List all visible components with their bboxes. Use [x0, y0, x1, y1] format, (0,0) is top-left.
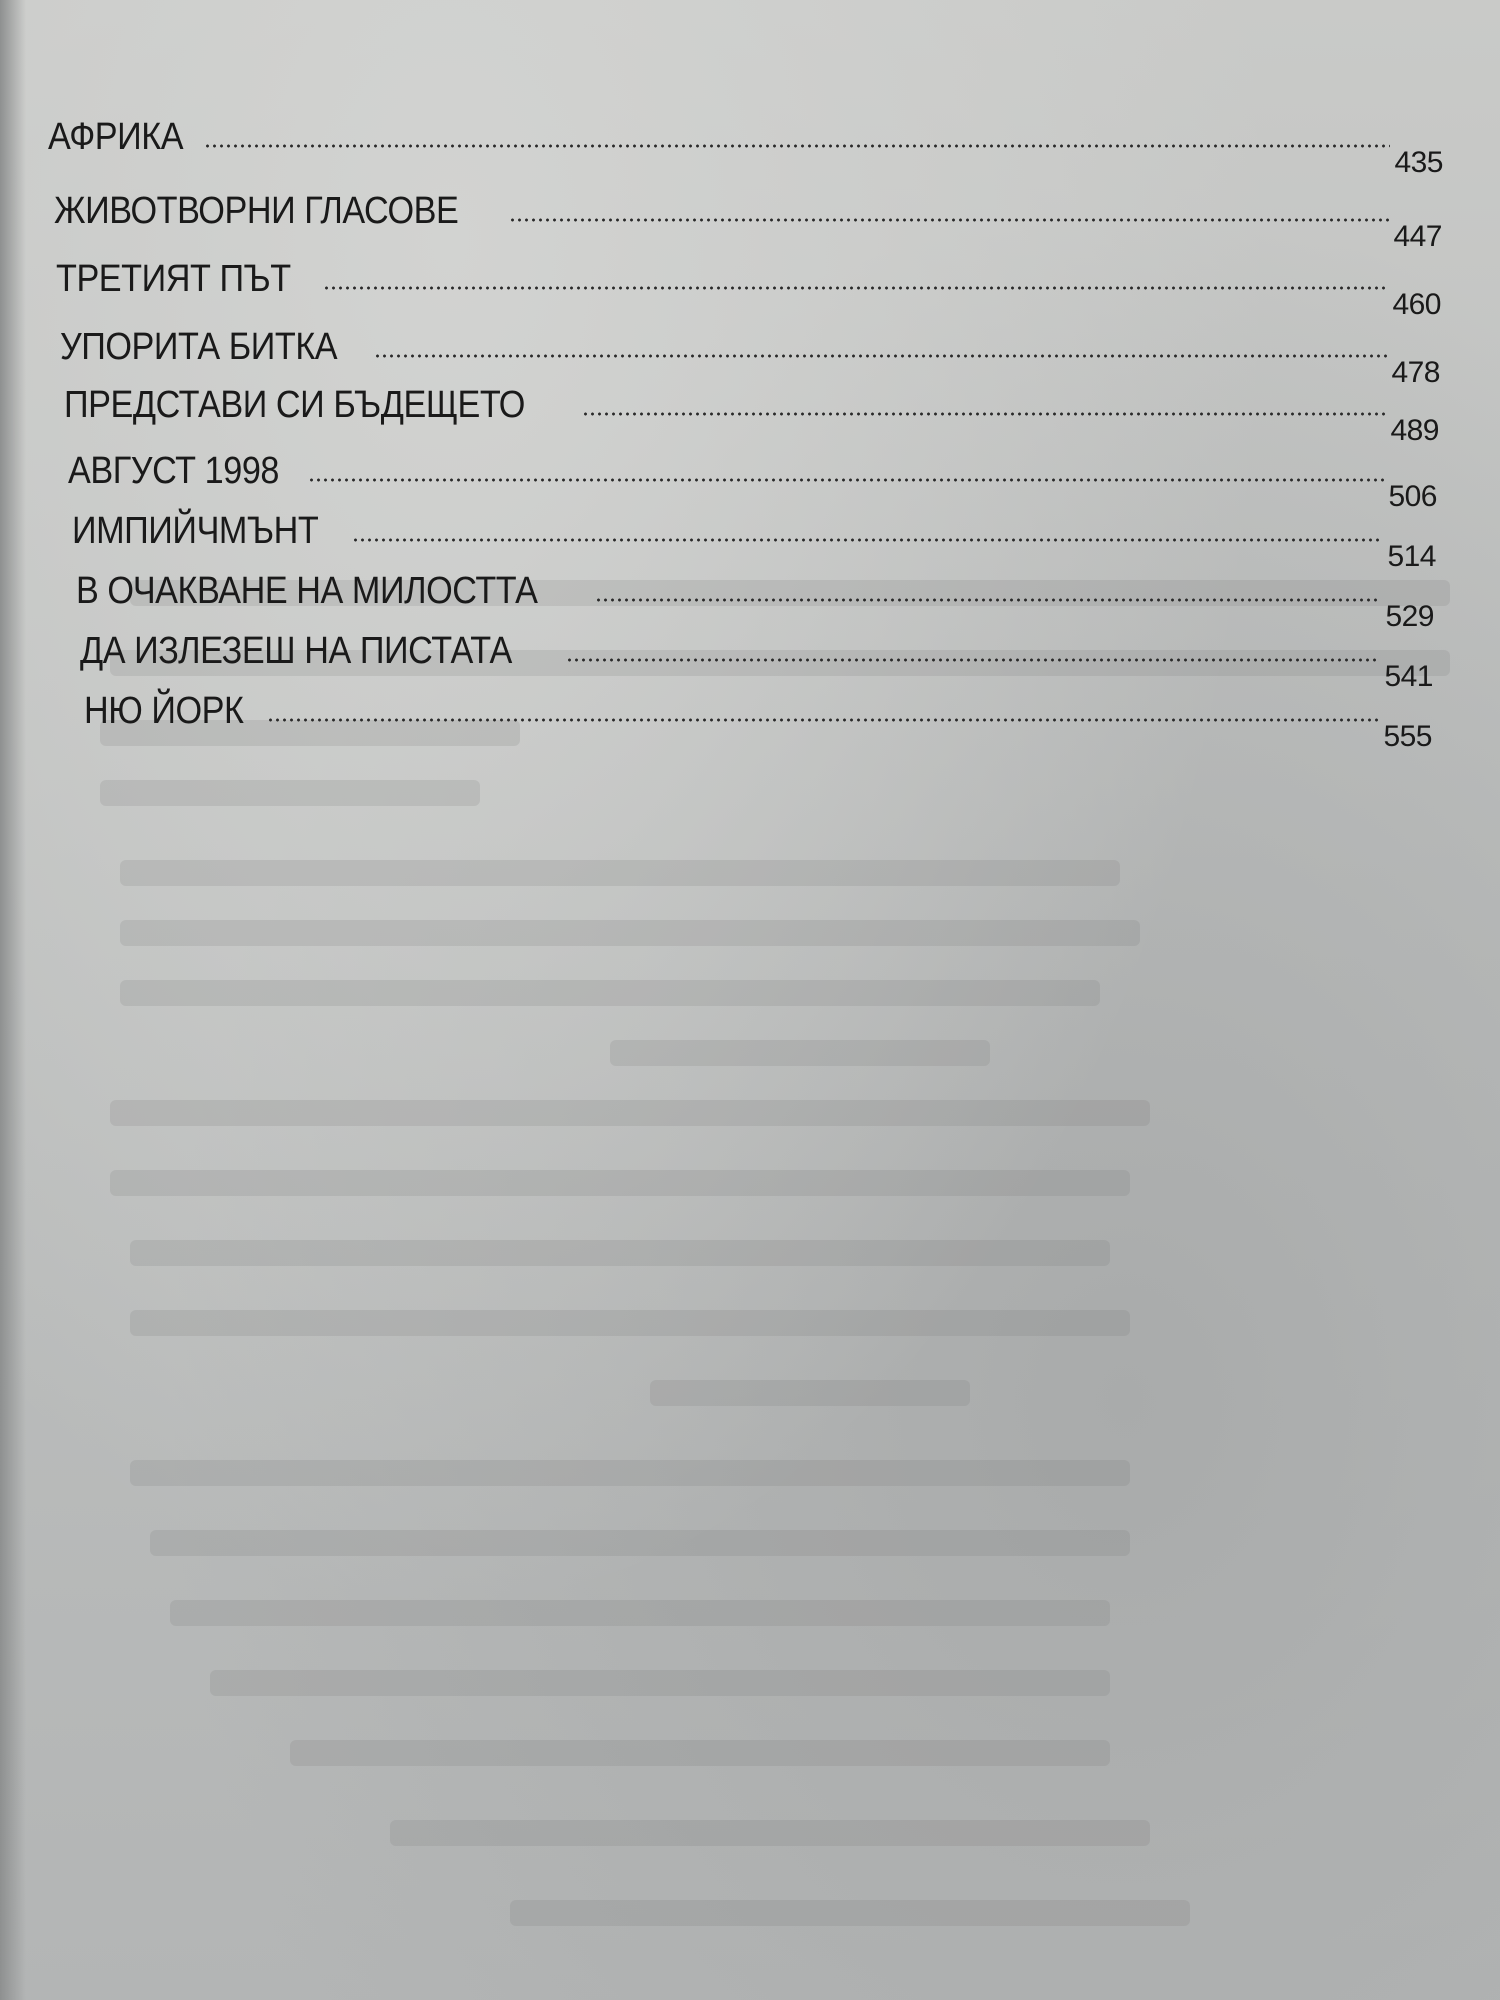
toc-entry: [64, 372, 1439, 447]
dot-leader: [323, 285, 1389, 291]
toc-entry: [80, 618, 1433, 693]
table-of-contents: [0, 0, 1500, 800]
toc-entry: [48, 104, 1443, 179]
dot-leader: [352, 537, 1384, 543]
dot-leader: [374, 353, 1387, 359]
toc-entry: [60, 314, 1440, 389]
toc-entry-title: ПРЕДСТАВИ СИ БЪДЕЩЕТО: [64, 384, 525, 426]
dot-leader: [509, 217, 1389, 223]
toc-entry-title: НЮ ЙОРК: [84, 690, 244, 732]
dot-leader: [308, 477, 1384, 483]
toc-entry-title: АФРИКА: [48, 116, 184, 158]
toc-entry-title: УПОРИТА БИТКА: [60, 326, 338, 368]
toc-entry-title: АВГУСТ 1998: [68, 450, 279, 492]
dot-leader: [267, 717, 1379, 723]
toc-entry-page: 435: [1394, 146, 1443, 179]
toc-entry-page: 514: [1387, 540, 1436, 573]
toc-entry-title: ДА ИЗЛЕЗЕШ НА ПИСТАТА: [80, 630, 512, 672]
toc-entry: [72, 498, 1436, 573]
toc-entry: [56, 246, 1441, 321]
toc-entry-title: ИМПИЙЧМЪНТ: [72, 510, 319, 552]
toc-entry-page: 478: [1391, 356, 1440, 389]
toc-entry-page: 506: [1388, 480, 1437, 513]
dot-leader: [582, 411, 1386, 417]
dot-leader: [566, 657, 1381, 663]
toc-entry: [68, 438, 1437, 513]
toc-entry-page: 489: [1390, 414, 1439, 447]
toc-entry-title: ЖИВОТВОРНИ ГЛАСОВЕ: [54, 190, 459, 232]
dot-leader: [595, 597, 1382, 603]
toc-entry-page: 555: [1383, 720, 1432, 753]
toc-entry: [84, 678, 1432, 753]
toc-entry: [54, 178, 1442, 253]
toc-entry-page: 541: [1384, 660, 1433, 693]
toc-entry-title: ТРЕТИЯТ ПЪТ: [56, 258, 291, 300]
toc-entry: [76, 558, 1434, 633]
toc-entry-page: 529: [1385, 600, 1434, 633]
dot-leader: [204, 143, 1390, 149]
toc-entry-title: В ОЧАКВАНЕ НА МИЛОСТТА: [76, 570, 538, 612]
toc-entry-page: 447: [1393, 220, 1442, 253]
toc-entry-page: 460: [1392, 288, 1441, 321]
